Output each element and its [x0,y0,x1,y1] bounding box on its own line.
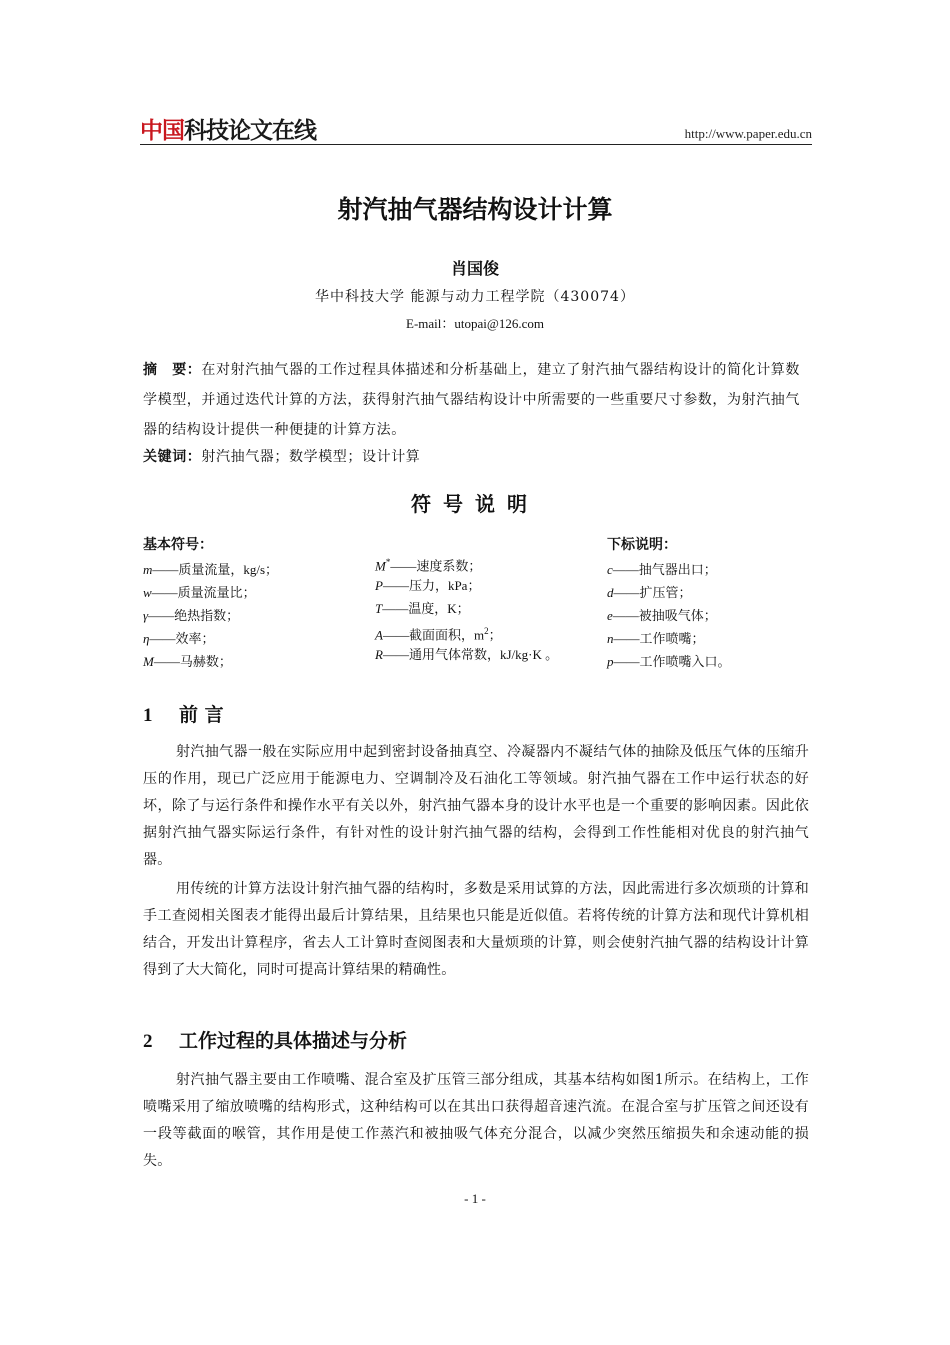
symbol: M [143,654,154,669]
symbol-row [607,558,731,581]
abstract-text: 在对射汽抽气器的工作过程具体描述和分析基础上，建立了射汽抽气器结构设计的简化计算数学模型，并通过迭代计算的方法，获得射汽抽气器结构设计中所需要的一些重要尺寸参数，为射汽抽气器的结构设计提供一种便捷的计算方法。 [143,362,801,438]
page-header [140,112,812,145]
symbol-row [143,581,278,604]
symbol-desc: ——速度系数； [390,558,482,574]
symbol-desc: ——通用气体常数，kJ/kg·K 。 [382,647,559,662]
keywords-text: 射汽抽气器；数学模型；设计计算 [201,449,421,465]
symbol: n [607,631,614,646]
symbol-row [607,650,731,673]
symbol-row [143,558,278,581]
symbol-desc: ——效率； [149,631,215,646]
symbol-row [375,597,558,620]
symbol-desc: ——压力，kPa； [382,578,481,593]
site-logo [140,112,316,142]
section-title: 前 言 [179,704,224,726]
symbol: A [375,627,383,643]
symbol: e [607,608,613,623]
symbol-desc: ——工作喷嘴入口。 [613,654,731,669]
author-name: 肖国俊 [450,259,499,278]
symbol: R [375,647,383,662]
logo-black-text: 科技论文在线 [184,118,316,144]
abstract [143,355,809,445]
symbol-desc: ——质量流量，kg/s； [152,562,279,577]
symbol: γ [143,608,149,623]
symbol: d [607,585,614,600]
section-1-heading [143,700,224,727]
symbol: T [375,601,383,616]
unit-superscript: 2 [484,626,489,636]
symbol-row [375,551,558,574]
paragraph: 用传统的计算方法设计射汽抽气器的结构时，多数是采用试算的方法，因此需进行多次烦琐的计算和手工查阅相关图表才能得出最后计算结果，且结果也只能是近似值。若将传统的计算方法和现代计算机相结合，开发出计算程序，省去人工计算时查阅图表和大量烦琐的计算，则会使射汽抽气器的结构设计计算得到了大大简化，同时可提高计算结果的精确性。 [143,881,809,978]
symbol-row [143,604,278,627]
author-email: E-mail：utopai@126.com [406,316,544,331]
symbol: P [375,578,383,593]
symbol: p [607,654,614,669]
basic-symbols-heading: 基本符号： [143,537,213,553]
section-title: 工作过程的具体描述与分析 [179,1030,408,1052]
keywords [143,446,809,466]
symbol-desc: ——截面面积，m [382,627,485,643]
symbol-superscript: * [385,557,391,567]
symbol-row [143,627,278,650]
symbol-row [375,574,558,597]
subscript-heading: 下标说明： [607,537,677,553]
symbol-row [375,620,558,643]
symbol-desc: ——扩压管； [613,585,692,600]
symbol: η [143,631,150,646]
paragraph: 射汽抽气器主要由工作喷嘴、混合室及扩压管三部分组成，其基本结构如图1所示。在结构上，工作喷嘴采用了缩放喷嘴的结构形式，这种结构可以在其出口获得超音速汽流。在混合室与扩压管之间还设有一段等截面的喉管，其作用是使工作蒸汽和被抽吸气体充分混合，以减少突然压缩损失和余速动能的损失。 [143,1072,809,1169]
section-number: 2 [143,1031,153,1052]
author-affiliation: 华中科技大学 能源与动力工程学院（430074） [315,289,635,305]
basic-symbols-column-2 [375,551,558,666]
subscript-column [607,534,731,673]
symbol-row [143,650,278,673]
symbol: c [607,562,613,577]
symbol-desc: ——抽气器出口； [612,562,717,577]
symbol: M [375,558,386,574]
abstract-label: 摘 要： [143,362,202,378]
symbol-desc: ——马赫数； [153,654,232,669]
page-number: - 1 - [464,1191,486,1206]
symbol-desc-end: ； [488,627,502,643]
symbol-desc: ——被抽吸气体； [612,608,717,623]
basic-symbols-column-1 [143,534,278,673]
logo-red-text: 中国 [140,118,184,144]
site-url[interactable]: http://www.paper.edu.cn [684,126,812,141]
symbol-desc: ——温度，K； [382,601,470,616]
symbol: m [143,562,153,577]
symbol: w [143,585,152,600]
symbol-row [375,643,558,666]
section-number: 1 [143,705,153,726]
paragraph: 射汽抽气器一般在实际应用中起到密封设备抽真空、冷凝器内不凝结气体的抽除及低压气体的压缩升压的作用，现已广泛应用于能源电力、空调制冷及石油化工等领域。射汽抽气器在工作中运行状态的好坏，除了与运行条件和操作水平有关以外，射汽抽气器本身的设计水平也是一个重要的影响因素。因此依据射汽抽气器实际运行条件，有针对性的设计射汽抽气器的结构，会得到工作性能相对优良的射汽抽气器。 [143,744,809,868]
symbol-desc: ——质量流量比； [151,585,256,600]
paper-title: 射汽抽气器结构设计计算 [337,195,613,224]
symbol-desc: ——绝热指数； [148,608,240,623]
symbol-row [607,627,731,650]
keywords-label: 关键词： [143,449,202,465]
symbol-row [607,581,731,604]
symbol-row [607,604,731,627]
symbols-title: 符号说明 [411,492,539,516]
symbol-desc: ——工作喷嘴； [613,631,705,646]
section-2-heading [143,1026,407,1053]
